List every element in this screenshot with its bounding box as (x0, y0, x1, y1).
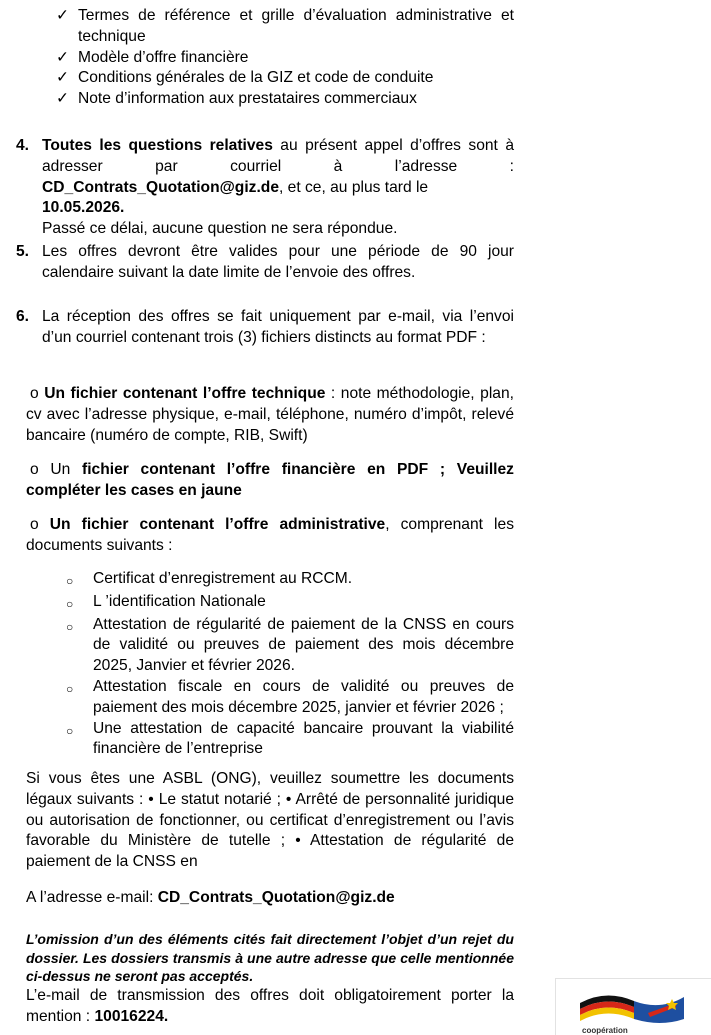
file-marker: o (30, 461, 39, 478)
circle-bullet-icon: ○ (66, 723, 74, 738)
cooperation-logo-box (555, 978, 711, 1035)
checklist-item-text: Note d’information aux prestataires commerciaux (78, 90, 417, 108)
file-admin (26, 515, 514, 557)
item-number: 5. (16, 243, 30, 260)
checkmark-icon: ✓ (56, 69, 70, 87)
circle-bullet-icon: ○ (66, 574, 74, 588)
list-item-text: Certificat d’enregistrement au RCCM. (93, 570, 353, 587)
checkmark-icon: ✓ (56, 7, 70, 24)
list-item (66, 677, 514, 719)
item-line: Passé ce délai, aucune question ne sera répondue. (42, 220, 398, 238)
checklist-item (56, 89, 514, 110)
checklist-item-text: Termes de référence et grille d’évaluation administrative et technique (78, 7, 514, 45)
attachments-checklist (56, 6, 514, 110)
file-financial-title: fichier contenant l’offre financière en PDF ; Veuillez compléter les cases en jaune (26, 461, 514, 499)
file-admin-desc: , comprenant les documents suivants : (26, 516, 514, 554)
item-validity (16, 242, 514, 284)
list-item (66, 719, 514, 761)
item-bold-start: Toutes les questions relatives (42, 137, 273, 154)
email-mention (26, 986, 514, 1028)
file-marker: o (30, 385, 39, 402)
questions-email: CD_Contrats_Quotation@giz.de (42, 178, 279, 196)
list-item (66, 569, 514, 592)
reference-number: 10016224. (94, 1007, 169, 1025)
item-number: 6. (16, 308, 30, 325)
checkmark-icon: ✓ (56, 90, 70, 108)
list-item (66, 592, 514, 615)
file-technical-desc: : note méthodologie, plan, cv avec l’adresse physique, e-mail, téléphone, numéro d’impôt, relevé bancaire (numéro de compte, RIB, Swift) (26, 385, 514, 444)
list-item-text: Attestation de régularité de paiement de la CNSS en cours de validité ou preuves de paiement des mois décembre 2025, Janvier et février 2026. (93, 615, 514, 675)
item-line (42, 136, 514, 157)
submission-address (26, 888, 514, 909)
checklist-item (56, 68, 514, 89)
file-financial-plain: Un (50, 461, 83, 478)
mention-text: L’e-mail de transmission des offres doit obligatoirement porter la mention : (26, 987, 514, 1025)
checklist-item (56, 48, 514, 69)
circle-bullet-icon: ○ (66, 596, 74, 611)
item-line: adresser par courriel à l’adresse : (42, 157, 514, 175)
file-technical (26, 384, 514, 446)
file-marker: o (30, 516, 39, 533)
item-body (42, 136, 514, 240)
admin-documents-list (66, 569, 514, 760)
file-technical-title: Un fichier contenant l’offre technique (44, 385, 326, 402)
circle-bullet-icon: ○ (66, 619, 74, 634)
item-line-mid: , et ce, au plus tard le (279, 178, 429, 196)
asbl-requirements: Si vous êtes une ASBL (ONG), veuillez soumettre les documents légaux suivants : • Le statut notarié ; • Arrêté de personnalité juridique ou autorisation de fonctionner, ou certificat d’enregistrement ou l’avis favorable du Ministère de tutelle ; • Attestation de régularité de paiement de la CNSS en (26, 770, 514, 871)
file-financial (26, 460, 514, 502)
item-reception (16, 307, 514, 349)
item-text: Les offres devront être valides pour une période de 90 jour calendaire suivant la date limite de l’envoie des offres. (42, 243, 514, 281)
checklist-item-text: Conditions générales de la GIZ et code de conduite (78, 69, 434, 87)
item-text: La réception des offres se fait uniquement par e-mail, via l’envoi d’un courriel contenant trois (3) fichiers distincts au format PDF : (42, 308, 514, 346)
submission-email: CD_Contrats_Quotation@giz.de (157, 889, 395, 906)
checklist-item-text: Modèle d’offre financière (78, 48, 249, 66)
address-label: A l’adresse e-mail: (26, 889, 158, 906)
list-item-text: Une attestation de capacité bancaire prouvant la viabilité financière de l’entreprise (93, 719, 514, 758)
item-line (42, 178, 514, 220)
list-item-text: L ’identification Nationale (93, 592, 266, 610)
item-line-rest: au présent appel d’offres sont à (272, 137, 514, 154)
rejection-warning: L’omission d’un des éléments cités fait directement l’objet d’un rejet du dossier. Les dossiers transmis à une autre adresse que celle mentionnée ci-dessus ne seront pas acceptés. (26, 931, 514, 985)
item-questions (16, 136, 514, 240)
circle-bullet-icon: ○ (66, 681, 74, 696)
list-item (66, 615, 514, 677)
checklist-item (56, 6, 514, 48)
deadline-date: 10.05.2026. (42, 199, 125, 217)
logo-text: coopération (582, 1026, 628, 1035)
list-item-text: Attestation fiscale en cours de validité ou preuves de paiement des mois décembre 2025, janvier et février 2026 ; (93, 677, 514, 716)
item-number: 4. (16, 137, 30, 154)
flag-swoosh-icon (576, 983, 686, 1027)
checkmark-icon: ✓ (56, 48, 70, 66)
file-admin-title: Un fichier contenant l’offre administrative (49, 516, 386, 533)
